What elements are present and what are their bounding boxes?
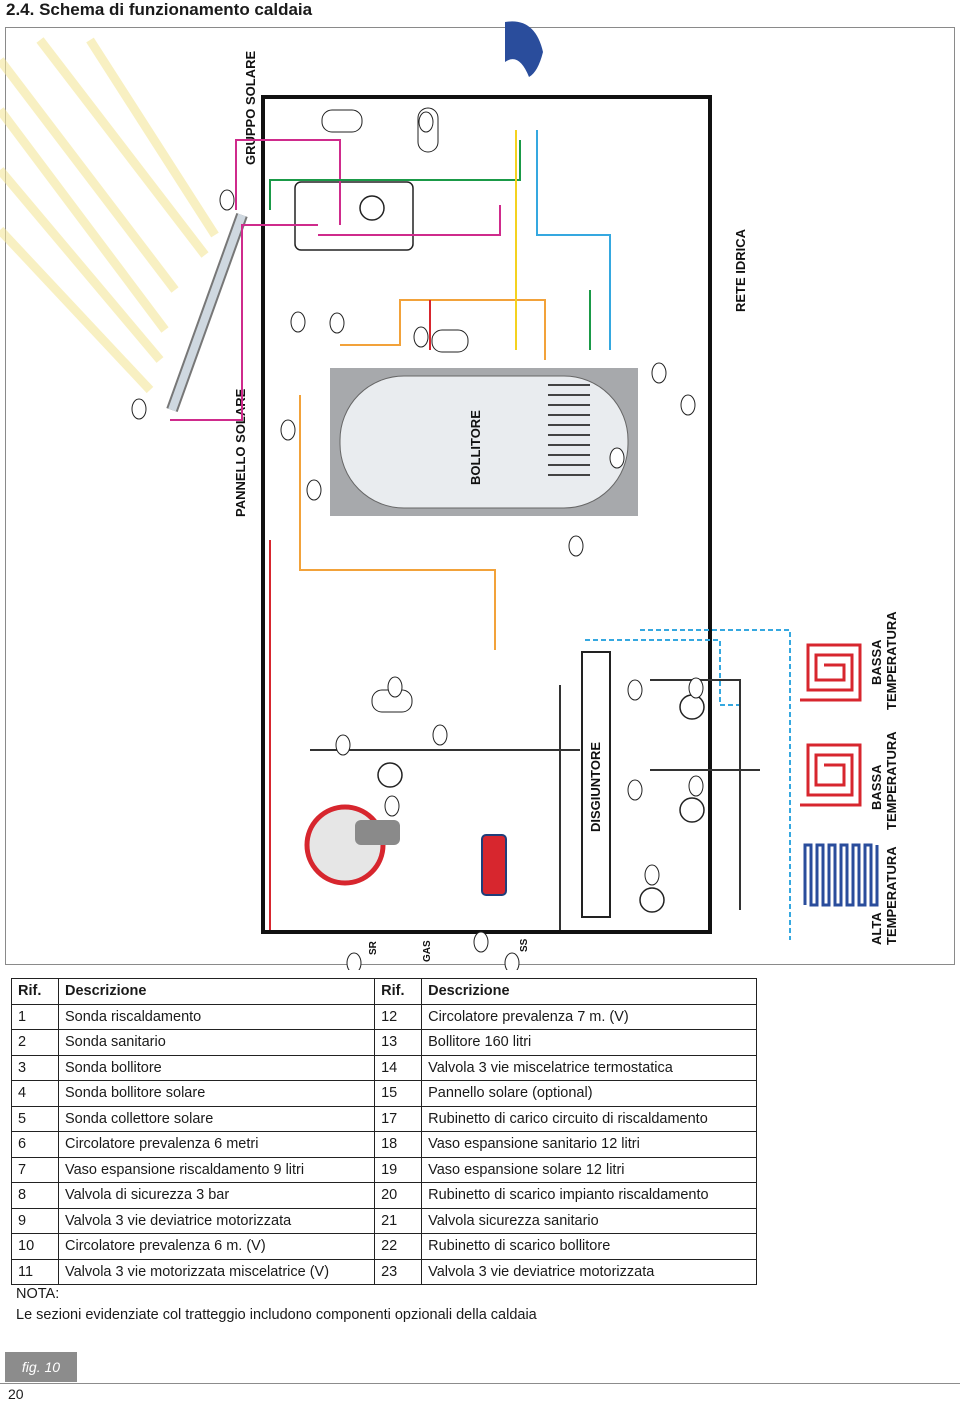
desc-cell: Vaso espansione sanitario 12 litri bbox=[422, 1132, 757, 1158]
desc-cell: Sonda bollitore solare bbox=[59, 1081, 375, 1107]
ref-marker bbox=[689, 678, 703, 698]
ref-cell: 11 bbox=[12, 1259, 59, 1285]
zone3-bassa-label: BASSA bbox=[869, 639, 884, 685]
ref-cell: 14 bbox=[375, 1055, 422, 1081]
ref-marker bbox=[474, 932, 488, 952]
disgiuntore-label: DISGIUNTORE bbox=[588, 741, 603, 832]
desc-cell: Valvola 3 vie deviatrice motorizzata bbox=[59, 1208, 375, 1234]
pump-6 bbox=[378, 763, 402, 787]
desc-cell: Rubinetto di carico circuito di riscaldamento bbox=[422, 1106, 757, 1132]
plate-exchanger bbox=[482, 835, 506, 895]
table-row bbox=[12, 1030, 757, 1056]
legend-header-rif-right: Rif. bbox=[375, 979, 422, 1005]
desc-cell: Vaso espansione solare 12 litri bbox=[422, 1157, 757, 1183]
ref-cell: 4 bbox=[12, 1081, 59, 1107]
ref-marker bbox=[628, 680, 642, 700]
pannello-solare-label: PANNELLO SOLARE bbox=[233, 388, 248, 517]
ref-cell: 21 bbox=[375, 1208, 422, 1234]
ref-cell: 5 bbox=[12, 1106, 59, 1132]
ref-marker bbox=[281, 420, 295, 440]
desc-cell: Sonda riscaldamento bbox=[59, 1004, 375, 1030]
desc-cell: Circolatore prevalenza 7 m. (V) bbox=[422, 1004, 757, 1030]
ref-cell: 13 bbox=[375, 1030, 422, 1056]
pump-12a bbox=[680, 798, 704, 822]
ref-marker bbox=[645, 865, 659, 885]
reference-markers bbox=[132, 112, 703, 970]
ref-marker bbox=[347, 953, 361, 970]
legend-header-desc-left: Descrizione bbox=[59, 979, 375, 1005]
nota-label: NOTA: bbox=[16, 1286, 60, 1302]
desc-cell: Rubinetto di scarico bollitore bbox=[422, 1234, 757, 1260]
pump-solar bbox=[360, 196, 384, 220]
table-row bbox=[12, 1234, 757, 1260]
figure-label: fig. 10 bbox=[5, 1352, 77, 1382]
desc-cell: Sonda collettore solare bbox=[59, 1106, 375, 1132]
solar-panel bbox=[172, 215, 242, 410]
rete-idrica-label: RETE IDRICA bbox=[733, 228, 748, 312]
vessel-19 bbox=[322, 110, 362, 132]
table-row bbox=[12, 1183, 757, 1209]
table-row bbox=[12, 1157, 757, 1183]
ss-label: SS bbox=[519, 938, 530, 952]
legend-table bbox=[11, 978, 757, 1285]
table-row bbox=[12, 1004, 757, 1030]
pump-12b bbox=[680, 695, 704, 719]
heating-loops bbox=[800, 645, 877, 905]
ref-cell: 23 bbox=[375, 1259, 422, 1285]
burner bbox=[355, 820, 400, 845]
table-row bbox=[12, 1132, 757, 1158]
legend-header-desc-right: Descrizione bbox=[422, 979, 757, 1005]
ref-marker bbox=[505, 953, 519, 970]
desc-cell: Vaso espansione riscaldamento 9 litri bbox=[59, 1157, 375, 1183]
desc-cell: Circolatore prevalenza 6 metri bbox=[59, 1132, 375, 1158]
ref-marker bbox=[689, 776, 703, 796]
gruppo-solare-label: GRUPPO SOLARE bbox=[243, 50, 258, 165]
ref-cell: 17 bbox=[375, 1106, 422, 1132]
ref-marker bbox=[388, 677, 402, 697]
water-tap-icon bbox=[505, 21, 543, 77]
ref-cell: 20 bbox=[375, 1183, 422, 1209]
table-row bbox=[12, 1106, 757, 1132]
ref-marker bbox=[307, 480, 321, 500]
ref-marker bbox=[569, 536, 583, 556]
ref-cell: 18 bbox=[375, 1132, 422, 1158]
table-row bbox=[12, 1259, 757, 1285]
ref-cell: 15 bbox=[375, 1081, 422, 1107]
desc-cell: Pannello solare (optional) bbox=[422, 1081, 757, 1107]
desc-cell: Sonda sanitario bbox=[59, 1030, 375, 1056]
ref-cell: 7 bbox=[12, 1157, 59, 1183]
page-heading: 2.4. Schema di funzionamento caldaia bbox=[6, 0, 313, 19]
ref-cell: 19 bbox=[375, 1157, 422, 1183]
pump-10 bbox=[640, 888, 664, 912]
ref-marker bbox=[291, 312, 305, 332]
ref-cell: 6 bbox=[12, 1132, 59, 1158]
ref-marker bbox=[681, 395, 695, 415]
sun-rays bbox=[0, 40, 215, 390]
page-number: 20 bbox=[8, 1386, 24, 1402]
nota-text: Le sezioni evidenziate col tratteggio includono componenti opzionali della caldaia bbox=[16, 1307, 537, 1323]
ref-marker bbox=[220, 190, 234, 210]
desc-cell: Valvola 3 vie motorizzata miscelatrice (V) bbox=[59, 1259, 375, 1285]
ref-cell: 2 bbox=[12, 1030, 59, 1056]
zone1-temp-label: TEMPERATURA bbox=[884, 846, 899, 945]
ref-marker bbox=[385, 796, 399, 816]
ref-marker bbox=[652, 363, 666, 383]
desc-cell: Valvola 3 vie deviatrice motorizzata bbox=[422, 1259, 757, 1285]
ref-marker bbox=[330, 313, 344, 333]
ref-marker bbox=[336, 735, 350, 755]
sr-label: SR bbox=[368, 941, 379, 955]
page-divider bbox=[0, 1383, 960, 1384]
ref-marker bbox=[414, 327, 428, 347]
desc-cell: Valvola sicurezza sanitario bbox=[422, 1208, 757, 1234]
ref-marker bbox=[433, 725, 447, 745]
vessel-18 bbox=[432, 330, 468, 352]
desc-cell: Circolatore prevalenza 6 m. (V) bbox=[59, 1234, 375, 1260]
ref-cell: 1 bbox=[12, 1004, 59, 1030]
ref-cell: 12 bbox=[375, 1004, 422, 1030]
desc-cell: Valvola 3 vie miscelatrice termostatica bbox=[422, 1055, 757, 1081]
legend-header-rif-left: Rif. bbox=[12, 979, 59, 1005]
table-row bbox=[12, 1081, 757, 1107]
ref-cell: 3 bbox=[12, 1055, 59, 1081]
ref-marker bbox=[628, 780, 642, 800]
desc-cell: Valvola di sicurezza 3 bar bbox=[59, 1183, 375, 1209]
zone2-temp-label: TEMPERATURA bbox=[884, 731, 899, 830]
desc-cell: Bollitore 160 litri bbox=[422, 1030, 757, 1056]
ref-cell: 10 bbox=[12, 1234, 59, 1260]
zone2-bassa-label: BASSA bbox=[869, 764, 884, 810]
zone3-temp-label: TEMPERATURA bbox=[884, 611, 899, 710]
ref-cell: 22 bbox=[375, 1234, 422, 1260]
solar-group-box bbox=[295, 182, 413, 250]
legend-header-row bbox=[12, 979, 757, 1005]
zone1-alta-label: ALTA bbox=[869, 912, 884, 945]
ref-marker bbox=[132, 399, 146, 419]
bollitore-label: BOLLITORE bbox=[468, 410, 483, 485]
desc-cell: Rubinetto di scarico impianto riscaldamento bbox=[422, 1183, 757, 1209]
ref-cell: 8 bbox=[12, 1183, 59, 1209]
ref-marker bbox=[419, 112, 433, 132]
table-row bbox=[12, 1208, 757, 1234]
ref-marker bbox=[610, 448, 624, 468]
table-row bbox=[12, 1055, 757, 1081]
ref-cell: 9 bbox=[12, 1208, 59, 1234]
desc-cell: Sonda bollitore bbox=[59, 1055, 375, 1081]
gas-label: GAS bbox=[422, 940, 433, 962]
